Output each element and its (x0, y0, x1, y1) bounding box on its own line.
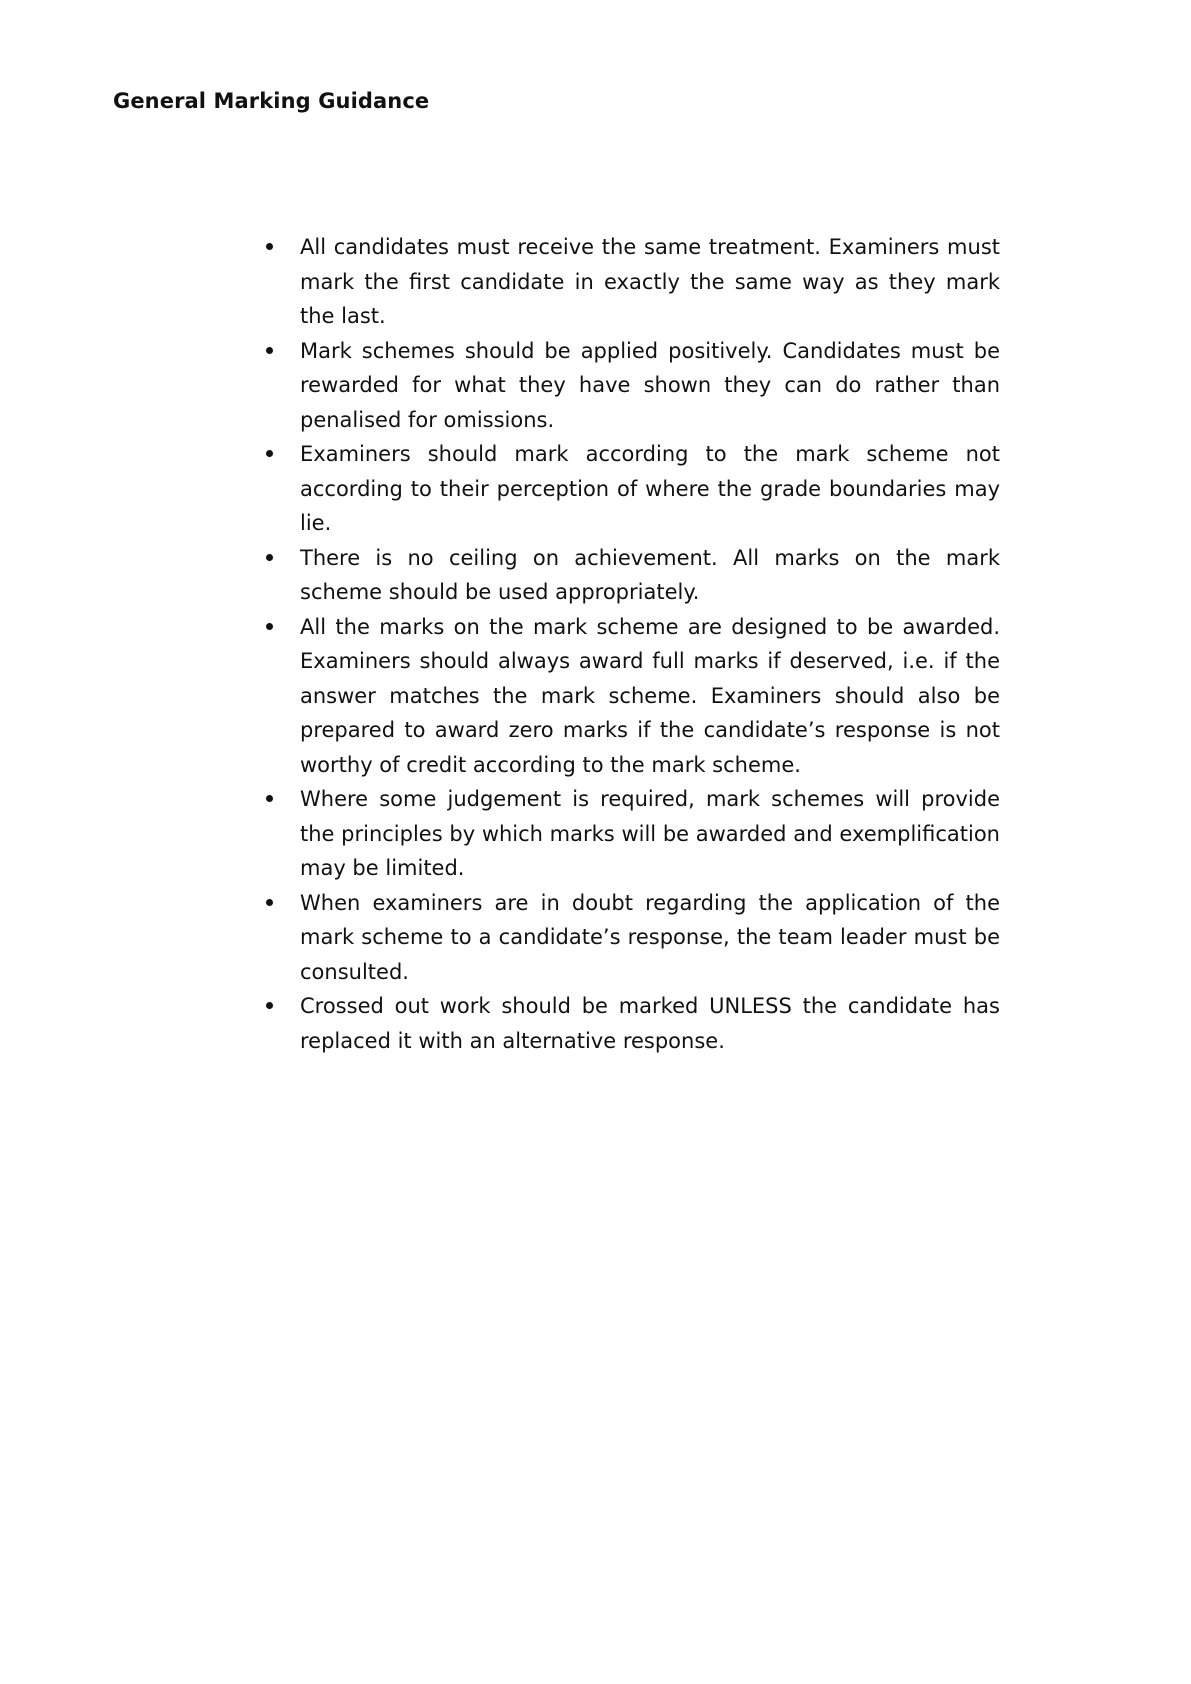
list-item (260, 334, 1000, 438)
bullet-icon (266, 1002, 273, 1009)
bullet-icon (266, 623, 273, 630)
bullet-icon (266, 347, 273, 354)
list-item (260, 886, 1000, 990)
list-item-text: Crossed out work should be marked UNLESS the candidate has replaced it with an alternative response. (300, 994, 1000, 1053)
bullet-icon (266, 450, 273, 457)
list-item (260, 989, 1000, 1058)
list-item (260, 437, 1000, 541)
list-item-text: All candidates must receive the same treatment. Examiners must mark the first candidate in exactly the same way as they mark the last. (300, 235, 1000, 328)
bullet-icon (266, 554, 273, 561)
list-item (260, 782, 1000, 886)
list-item-text: When examiners are in doubt regarding the application of the mark scheme to a candidate’s response, the team leader must be consulted. (300, 890, 1000, 984)
list-item-text: Where some judgement is required, mark schemes will provide the principles by which marks will be awarded and exemplification may be limited. (300, 787, 1000, 880)
list-item (260, 610, 1000, 783)
list-item (260, 230, 1000, 334)
bullet-icon (266, 243, 273, 250)
list-item-text: Mark schemes should be applied positively. Candidates must be rewarded for what they have shown they can do rather than penalised for omissions. (300, 338, 1000, 432)
page-title: General Marking Guidance (113, 89, 430, 113)
bullet-icon (266, 899, 273, 906)
list-item-text: All the marks on the mark scheme are designed to be awarded. Examiners should always award full marks if deserved, i.e. if the answer matches the mark scheme. Examiners should also be prepared to award zero marks if the candidate’s response is not worthy of credit according to the mark scheme. (300, 614, 1000, 777)
list-item-text: Examiners should mark according to the mark scheme not according to their perception of where the grade boundaries may lie. (300, 442, 1000, 535)
list-item-text: There is no ceiling on achievement. All marks on the mark scheme should be used appropriately. (300, 545, 1000, 604)
guidance-list (260, 230, 1000, 1058)
list-item (260, 541, 1000, 610)
bullet-icon (266, 795, 273, 802)
